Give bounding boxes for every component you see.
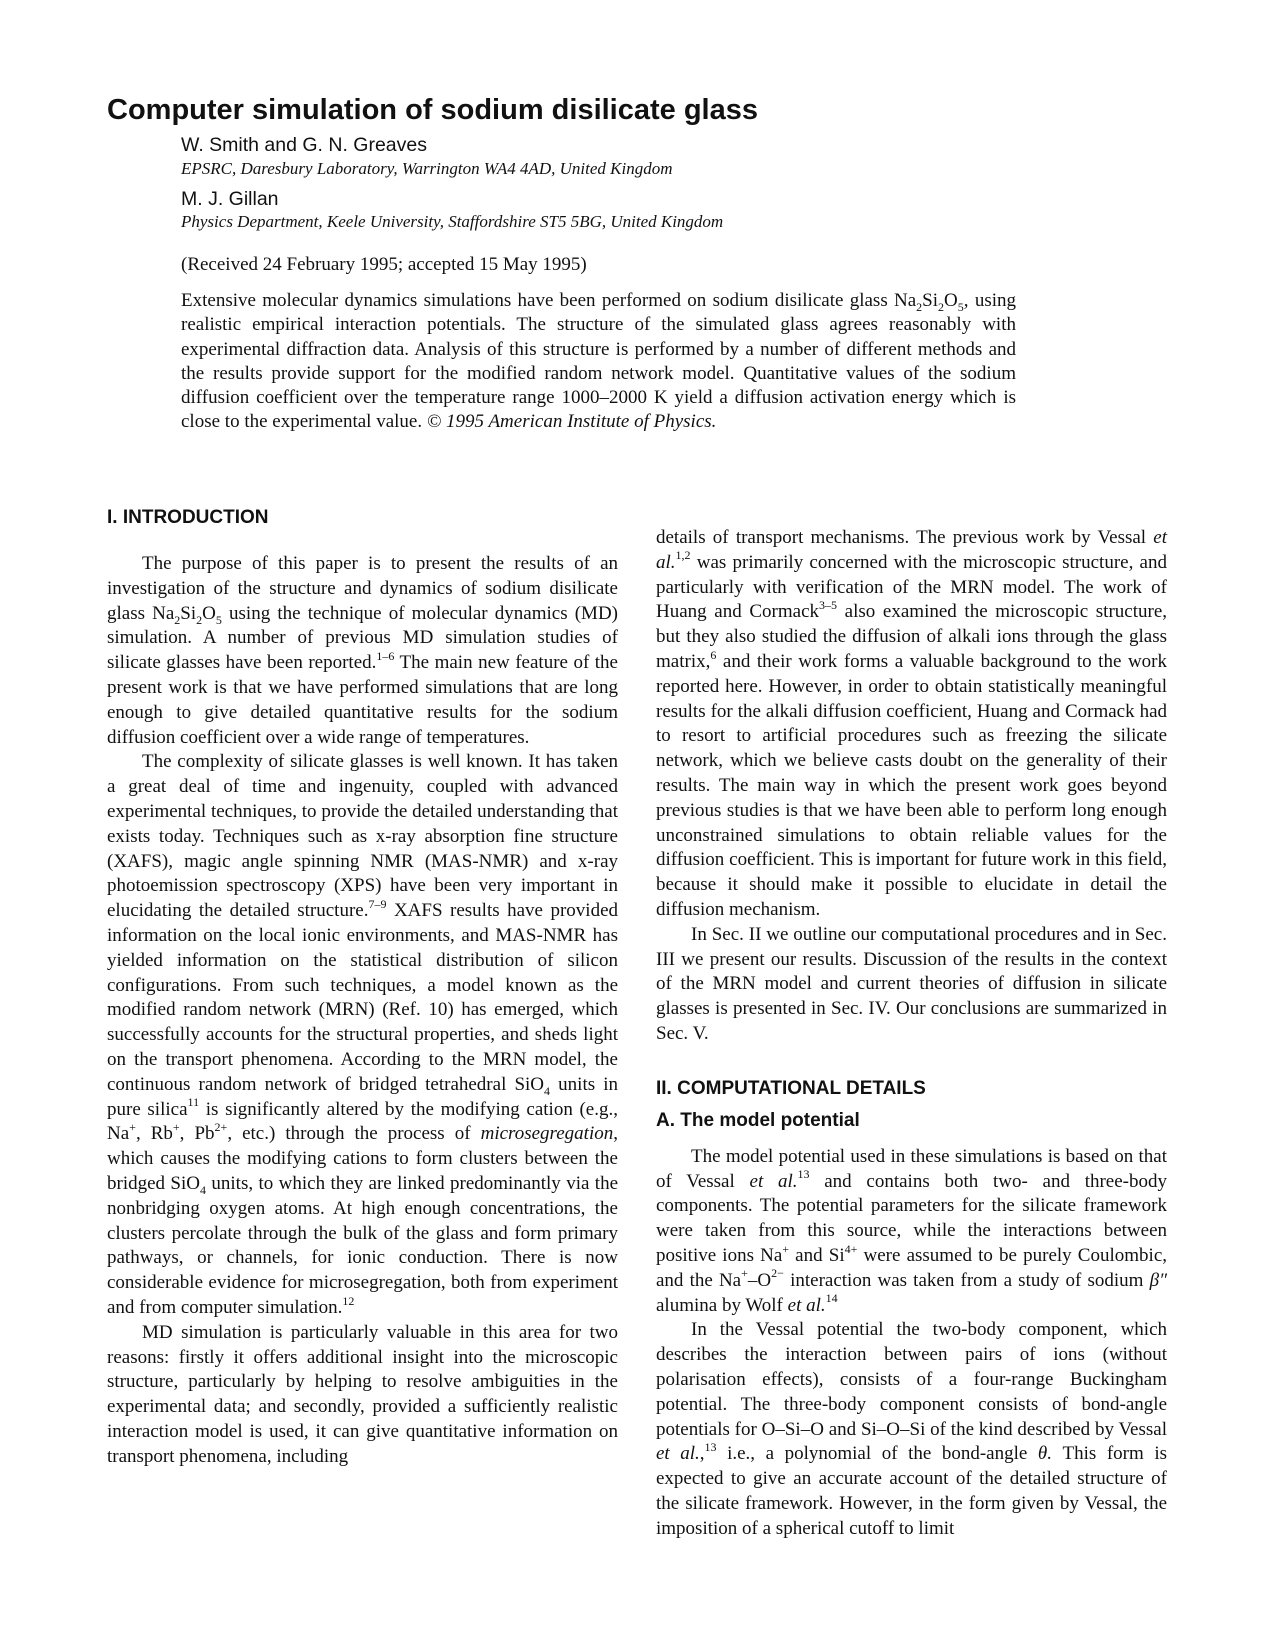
affiliation-1: EPSRC, Daresbury Laboratory, Warrington WA4 4AD, United Kingdom: [181, 159, 673, 178]
copyright-notice: © 1995 American Institute of Physics.: [426, 411, 717, 433]
intro-paragraph-2: The complexity of silicate glasses is well known. It has taken a great deal of time and ingenuity, coupled with advanced experimental techniques, to provide the detailed understanding that exists today. Techniques such as x-ray absorption fine structure (XAFS), magic angle spinning NMR (MAS-NMR) and x-ray photoemission spectroscopy (XPS) have been very important in elucidating the detailed structure.$^{7-9}$ XAFS results have provided information on the local ionic environments, and MAS-NMR has yielded information on the statistical distribution of silicon configurations. From such techniques, a model known as the modified random network (MRN) (Ref. 10) has emerged, which successfully accounts for the structural properties, and sheds light on the transport phenomena. According to the MRN model, the continuous random network of bridged tetrahedral SiO$_4$ units in pure silica$^{11}$ is significantly altered by the modifying cation (e.g., Na+, Rb+, $Pb^{2+}$, etc.) through the process of microsegregation, which causes the modifying cations to form clusters between the bridged SiO$_4$ units, to which they are linked predominantly via the nonbridging oxygen atoms. At high enough concentrations, the clusters percolate through the bulk of the glass and form primary pathways, or channels, for ionic conduction. There is now considerable evidence for microsegregation, both from experiment and from computer simulation.$^{12}$: [107, 751, 619, 1318]
left-column: [107, 507, 619, 1469]
abstract: Extensive molecular dynamics simulations have been performed on sodium disilicate glass $Na_2Si_2O_5$, using realistic empirical interaction potentials. The structure of the simulated glass agrees reasonably with experimental diffraction data. Analysis of this structure is performed by a number of different methods and the results provide support for the modified random network model. Quantitative values of the sodium diffusion coefficient over the temperature range 1000–2000 K yield a diffusion activation energy which is close to the experimental value. © 1995 American Institute of Physics.: [181, 290, 1016, 433]
intro-paragraph-4: In Sec. II we outline our computational procedures and in Sec. III we present our results. Discussion of the results in the context of the MRN model and current theories of diffusion in silicate glasses is presented in Sec. IV. Our conclusions are summarized in Sec. V.: [656, 923, 1167, 1044]
model-paragraph-1: The model potential used in these simulations is based on that of Vessal et al.$^{13}$ and contains both two- and three-body components. The potential parameters for the silicate framework were taken from this source, while the interactions between positive ions Na+ and $Si^{4+}$ were assumed to be purely Coulombic, and the $Na^+-O^{2-}$ interaction was taken from a study of sodium β″ alumina by Wolf et al.$^{14}$: [656, 1145, 1167, 1316]
authors-line-2: M. J. Gillan: [181, 188, 279, 210]
right-column: [656, 526, 1167, 1541]
intro-paragraph-3: MD simulation is particularly valuable in this area for two reasons: firstly it offers additional insight into the microscopic structure, particularly by helping to resolve ambiguities in the experimental data; and secondly, provided a sufficiently realistic interaction model is used, it can give quantitative information on transport phenomena, including: [107, 1321, 618, 1467]
model-paragraph-2: In the Vessal potential the two-body component, which describes the interaction between pairs of ions (without polarisation effects), consists of a four-range Buckingham potential. The three-body component consists of bond-angle potentials for O–Si–O and Si–O–Si of the kind described by Vessal et al.,$^{13}$ i.e., a polynomial of the bond-angle θ. This form is expected to give an accurate account of the detailed structure of the silicate framework. However, in the form given by Vessal, the imposition of a spherical cutoff to limit: [656, 1319, 1167, 1539]
intro-paragraph-3-continued: details of transport mechanisms. The previous work by Vessal et al.$^{1,2}$ was primarily concerned with the microscopic structure, and particularly with verification of the MRN model. The work of Huang and Cormack$^{3-5}$ also examined the microscopic structure, but they also studied the diffusion of alkali ions through the glass matrix,$^6$ and their work forms a valuable background to the work reported here. However, in order to obtain statistically meaningful results for the alkali diffusion coefficient, Huang and Cormack had to resort to artificial procedures such as freezing the silicate network, which we believe casts doubt on the generality of their results. The main way in which the present work goes beyond previous studies is that we have been able to perform long enough unconstrained simulations to obtain reliable values for the diffusion coefficient. This is important for future work in this field, because it should make it possible to elucidate in detail the diffusion mechanism.: [656, 527, 1167, 920]
section-heading-introduction: I. INTRODUCTION: [107, 507, 269, 528]
paper-title: Computer simulation of sodium disilicate glass: [107, 94, 758, 126]
subsection-heading-model-potential: A. The model potential: [656, 1109, 860, 1131]
intro-paragraph-1: The purpose of this paper is to present the results of an investigation of the structure and dynamics of sodium disilicate glass $Na_2Si_2O_5$ using the technique of molecular dynamics (MD) simulation. A number of previous MD simulation studies of silicate glasses have been reported.$^{1-6}$ The main new feature of the present work is that we have performed simulations that are long enough to give detailed quantitative results for the sodium diffusion coefficient over a wide range of temperatures.: [107, 553, 618, 748]
authors-line-1: W. Smith and G. N. Greaves: [181, 134, 427, 156]
section-heading-computational-details: II. COMPUTATIONAL DETAILS: [656, 1077, 926, 1099]
received-date: (Received 24 February 1995; accepted 15 May 1995): [181, 254, 587, 275]
affiliation-2: Physics Department, Keele University, Staffordshire ST5 5BG, United Kingdom: [181, 212, 724, 231]
